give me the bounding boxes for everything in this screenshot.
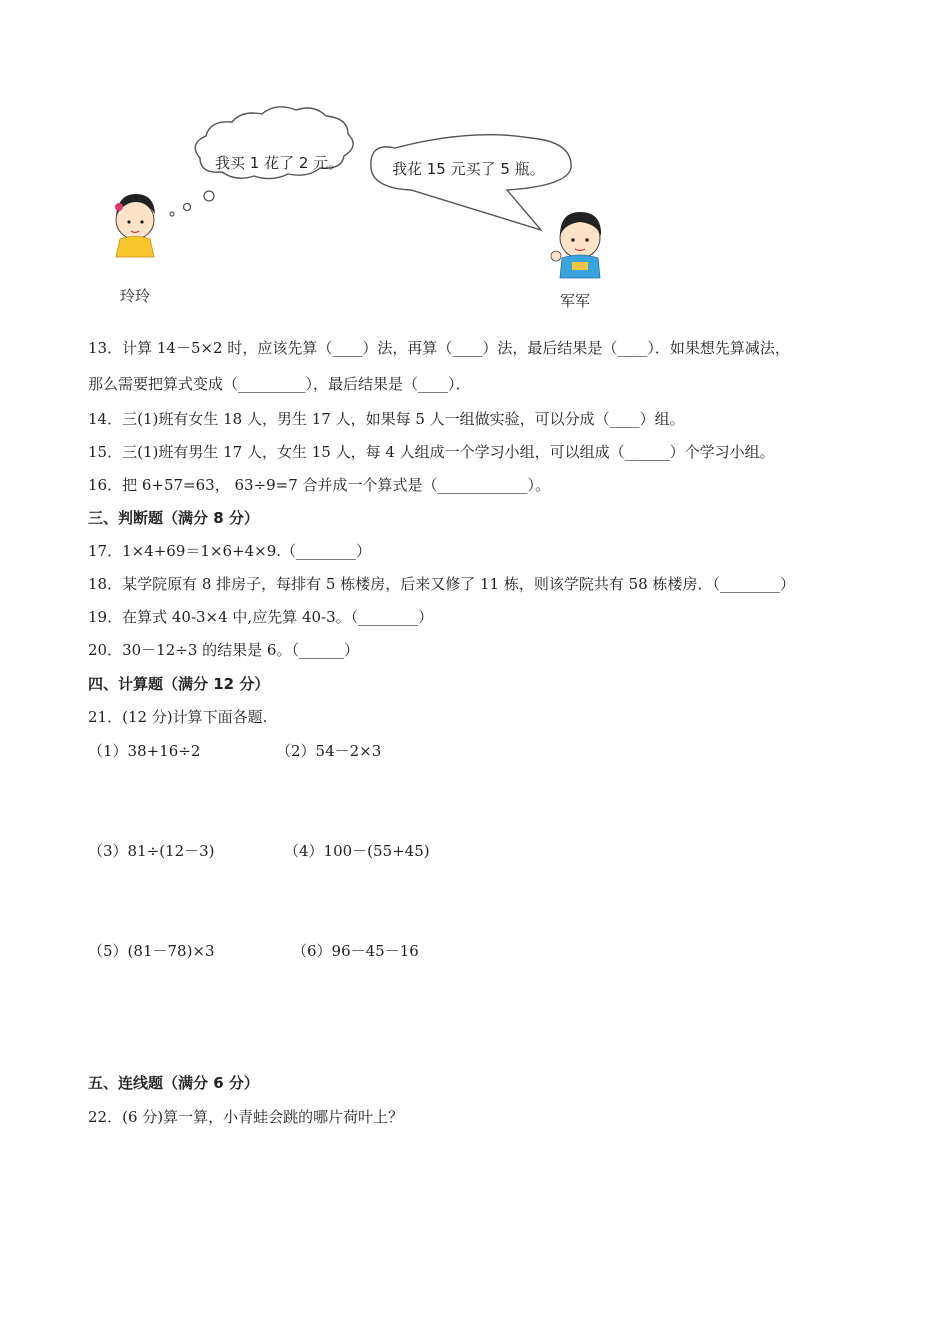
boy-name: 军军 [560, 292, 591, 310]
calc-item-1: （1）38+16÷2 [88, 742, 201, 760]
section-5-heading: 五、连线题（满分 6 分） [88, 1074, 259, 1092]
girl-thought-text: 我买 1 花了 2 元。 [215, 154, 344, 172]
question-18: 18．某学院原有 8 排房子，每排有 5 栋楼房，后来又修了 11 栋，则该学院共有 58 栋楼房．（________） [88, 575, 795, 593]
question-16: 16．把 6+57=63， 63÷9=7 合并成一个算式是（____________）。 [88, 476, 551, 494]
question-20: 20．30－12÷3 的结果是 6。（______） [88, 641, 359, 659]
question-21: 21．(12 分)计算下面各题. [88, 708, 268, 726]
question-13-line1: 13．计算 14－5×2 时，应该先算（____）法，再算（____）法，最后结果是（____）．如果想先算减法， [88, 339, 790, 357]
calc-item-3: （3）81÷(12－3) [88, 842, 215, 860]
question-14: 14．三(1)班有女生 18 人，男生 17 人，如果每 5 人一组做实验，可以分成（____）组。 [88, 410, 685, 428]
question-15: 15．三(1)班有男生 17 人，女生 15 人，每 4 人组成一个学习小组，可以组成（______）个学习小组。 [88, 443, 775, 461]
section-4-heading: 四、计算题（满分 12 分） [88, 675, 270, 693]
boy-figure [551, 212, 601, 278]
girl-name: 玲玲 [120, 287, 151, 305]
boy-speech-text: 我花 15 元买了 5 瓶。 [392, 160, 545, 178]
question-17: 17．1×4+69＝1×6+4×9.（________） [88, 542, 372, 560]
calc-item-2: （2）54－2×3 [276, 742, 382, 760]
question-13-line2: 那么需要把算式变成（_________），最后结果是（____）． [88, 375, 471, 393]
question-22: 22．(6 分)算一算，小青蛙会跳的哪片荷叶上？ [88, 1108, 404, 1126]
question-19: 19．在算式 40-3×4 中,应先算 40-3。（________） [88, 608, 434, 626]
section-3-heading: 三、判断题（满分 8 分） [88, 509, 259, 527]
calc-item-5: （5）(81－78)×3 [88, 942, 215, 960]
calc-item-4: （4）100－(55+45) [284, 842, 430, 860]
girl-figure [115, 194, 155, 257]
calc-item-6: （6）96－45－16 [292, 942, 419, 960]
